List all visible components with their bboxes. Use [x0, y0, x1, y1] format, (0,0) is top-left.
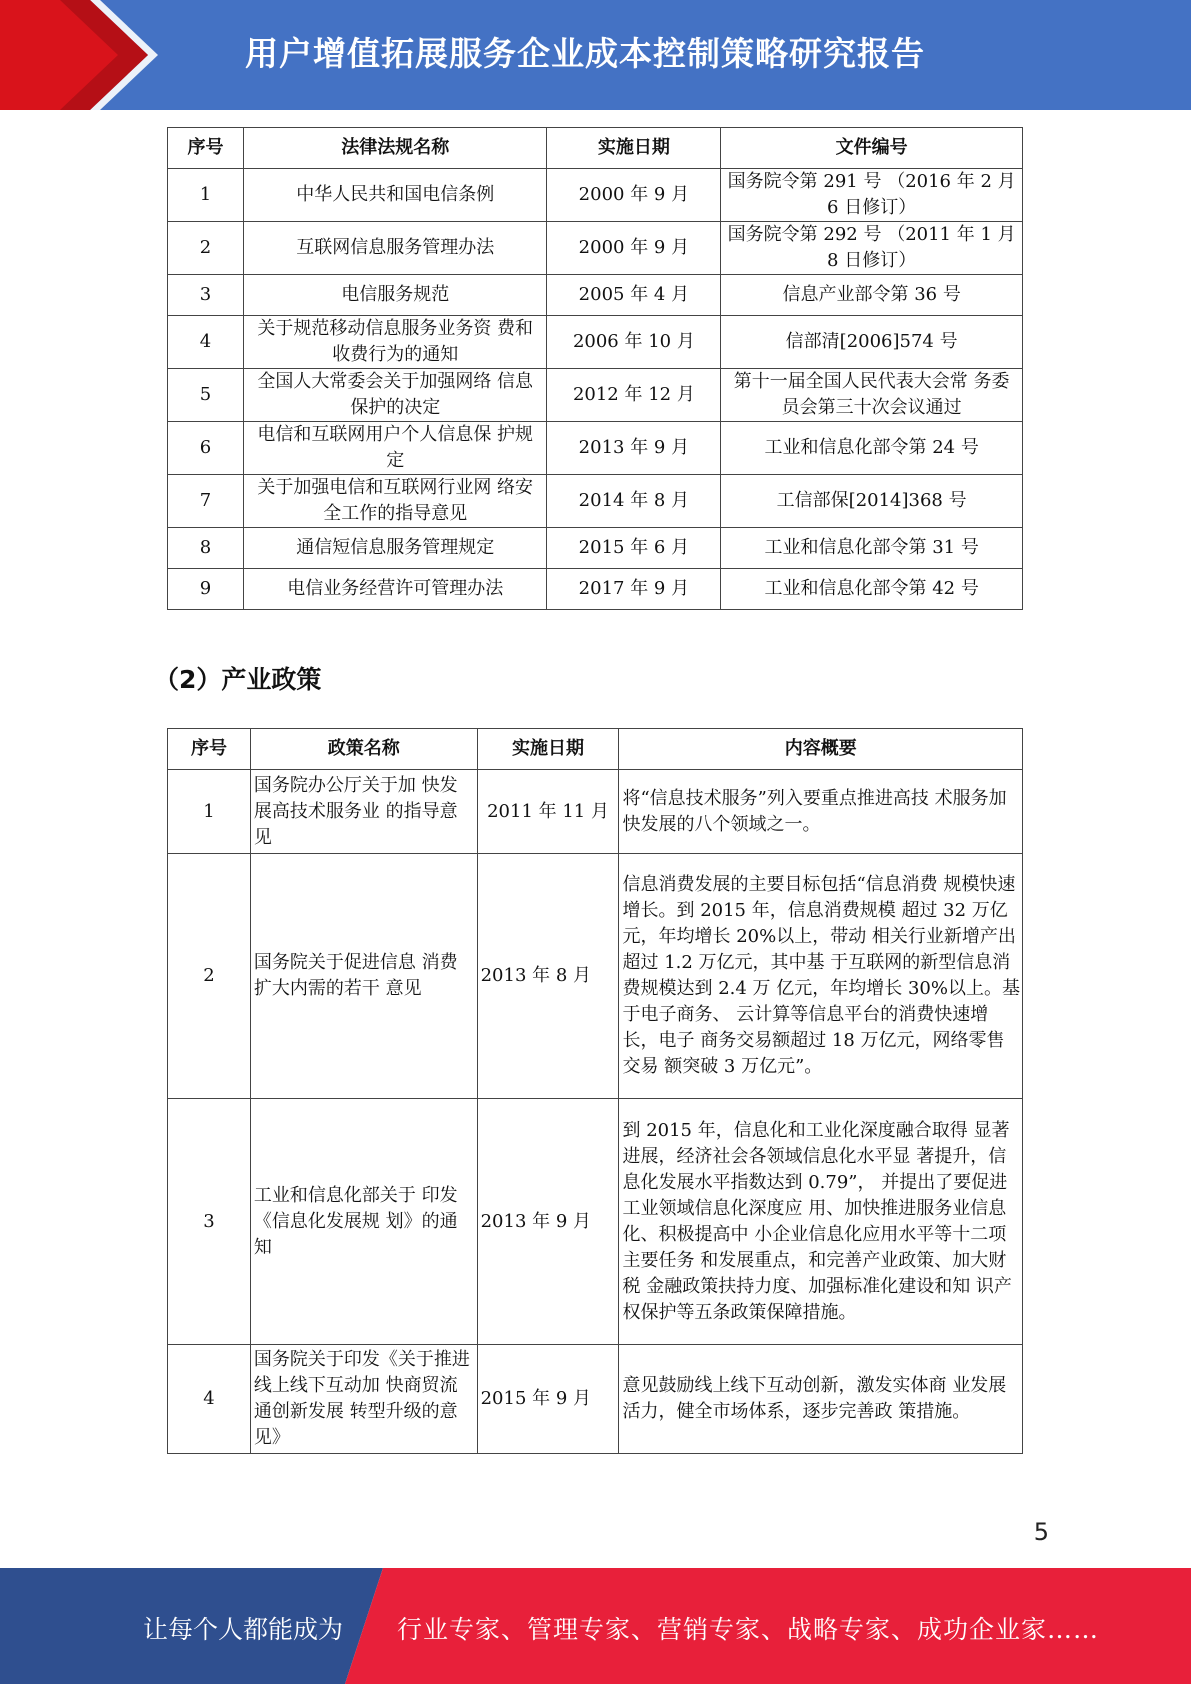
table-row	[168, 422, 1023, 475]
regulation-name: 中华人民共和国电信条例	[243, 169, 547, 222]
footer-band	[0, 1568, 1191, 1684]
row-number: 7	[168, 475, 244, 528]
policy-name: 工业和信息化部关于 印发《信息化发展规 划》的通知	[250, 1099, 477, 1345]
regulation-name: 全国人大常委会关于加强网络 信息保护的决定	[243, 369, 547, 422]
row-number: 3	[168, 1099, 251, 1345]
column-header: 内容概要	[619, 729, 1023, 770]
page-number: 5	[1033, 1518, 1049, 1546]
document-number: 信息产业部令第 36 号	[721, 275, 1023, 316]
document-number: 工业和信息化部令第 31 号	[721, 528, 1023, 569]
law-regulation-table	[167, 127, 1023, 610]
policy-summary: 信息消费发展的主要目标包括“信息消费 规模快速增长。到 2015 年，信息消费规模 超过 32 万亿元，年均增长 20%以上，带动 相关行业新增产出超过 1.2 万亿元，其中基 于互联网的新型信息消费规模达到 2.4 万 亿元，年均增长 30%以上。基于电子商务、 云计算等信息平台的消费快速增长，电子 商务交易额超过 18 万亿元，网络零售交易 额突破 3 万亿元”。	[619, 854, 1023, 1099]
column-header: 序号	[168, 128, 244, 169]
effective-date: 2015 年 6 月	[547, 528, 721, 569]
table-row	[168, 528, 1023, 569]
table-row	[168, 222, 1023, 275]
policy-summary: 将“信息技术服务”列入要重点推进高技 术服务加快发展的八个领域之一。	[619, 770, 1023, 854]
row-number: 2	[168, 222, 244, 275]
table-header-row	[168, 729, 1023, 770]
effective-date: 2015 年 9 月	[477, 1345, 619, 1454]
row-number: 2	[168, 854, 251, 1099]
effective-date: 2013 年 9 月	[547, 422, 721, 475]
effective-date: 2011 年 11 月	[477, 770, 619, 854]
effective-date: 2013 年 8 月	[477, 854, 619, 1099]
report-title: 用户增值拓展服务企业成本控制策略研究报告	[245, 34, 925, 73]
row-number: 3	[168, 275, 244, 316]
table-row	[168, 475, 1023, 528]
effective-date: 2012 年 12 月	[547, 369, 721, 422]
footer-slogan-left: 让每个人都能成为	[143, 1615, 344, 1644]
policy-summary: 到 2015 年，信息化和工业化深度融合取得 显著进展，经济社会各领域信息化水平显 著提升，信息化发展水平指数达到 0.79”， 并提出了要促进工业领域信息化深度应 用、加快推进服务业信息化、积极提高中 小企业信息化应用水平等十二项主要任务 和发展重点，和完善产业政策、加大财税 金融政策扶持力度、加强标准化建设和知 识产权保护等五条政策保障措施。	[619, 1099, 1023, 1345]
column-header: 文件编号	[721, 128, 1023, 169]
section-heading: （2）产业政策	[154, 665, 322, 694]
table-row	[168, 369, 1023, 422]
policy-name: 国务院关于促进信息 消费扩大内需的若干 意见	[250, 854, 477, 1099]
policy-name: 国务院办公厅关于加 快发展高技术服务业 的指导意见	[250, 770, 477, 854]
footer-slogan-right: 行业专家、管理专家、营销专家、战略专家、成功企业家……	[397, 1615, 1100, 1644]
row-number: 4	[168, 316, 244, 369]
table-header-row	[168, 128, 1023, 169]
effective-date: 2006 年 10 月	[547, 316, 721, 369]
document-number: 工信部保[2014]368 号	[721, 475, 1023, 528]
effective-date: 2017 年 9 月	[547, 569, 721, 610]
column-header: 法律法规名称	[243, 128, 547, 169]
row-number: 5	[168, 369, 244, 422]
row-number: 1	[168, 770, 251, 854]
regulation-name: 电信服务规范	[243, 275, 547, 316]
table-row	[168, 1099, 1023, 1345]
row-number: 6	[168, 422, 244, 475]
row-number: 4	[168, 1345, 251, 1454]
row-number: 8	[168, 528, 244, 569]
regulation-name: 关于加强电信和互联网行业网 络安全工作的指导意见	[243, 475, 547, 528]
table-row	[168, 169, 1023, 222]
document-number: 工业和信息化部令第 24 号	[721, 422, 1023, 475]
column-header: 实施日期	[547, 128, 721, 169]
effective-date: 2000 年 9 月	[547, 169, 721, 222]
table-row	[168, 569, 1023, 610]
effective-date: 2000 年 9 月	[547, 222, 721, 275]
column-header: 序号	[168, 729, 251, 770]
regulation-name: 电信业务经营许可管理办法	[243, 569, 547, 610]
regulation-name: 互联网信息服务管理办法	[243, 222, 547, 275]
table-row	[168, 854, 1023, 1099]
table-row	[168, 316, 1023, 369]
policy-summary: 意见鼓励线上线下互动创新，激发实体商 业发展活力，健全市场体系，逐步完善政 策措施。	[619, 1345, 1023, 1454]
document-number: 国务院令第 291 号 （2016 年 2 月 6 日修订）	[721, 169, 1023, 222]
row-number: 9	[168, 569, 244, 610]
regulation-name: 通信短信息服务管理规定	[243, 528, 547, 569]
policy-name: 国务院关于印发《关于推进线上线下互动加 快商贸流通创新发展 转型升级的意见》	[250, 1345, 477, 1454]
table-row	[168, 275, 1023, 316]
document-number: 国务院令第 292 号 （2011 年 1 月 8 日修订）	[721, 222, 1023, 275]
document-number: 工业和信息化部令第 42 号	[721, 569, 1023, 610]
regulation-name: 关于规范移动信息服务业务资 费和收费行为的通知	[243, 316, 547, 369]
row-number: 1	[168, 169, 244, 222]
column-header: 实施日期	[477, 729, 619, 770]
header-band	[0, 0, 1191, 110]
document-number: 信部清[2006]574 号	[721, 316, 1023, 369]
effective-date: 2014 年 8 月	[547, 475, 721, 528]
regulation-name: 电信和互联网用户个人信息保 护规定	[243, 422, 547, 475]
industry-policy-table	[167, 728, 1023, 1454]
effective-date: 2005 年 4 月	[547, 275, 721, 316]
table-row	[168, 770, 1023, 854]
column-header: 政策名称	[250, 729, 477, 770]
effective-date: 2013 年 9 月	[477, 1099, 619, 1345]
document-number: 第十一届全国人民代表大会常 务委员会第三十次会议通过	[721, 369, 1023, 422]
table-row	[168, 1345, 1023, 1454]
